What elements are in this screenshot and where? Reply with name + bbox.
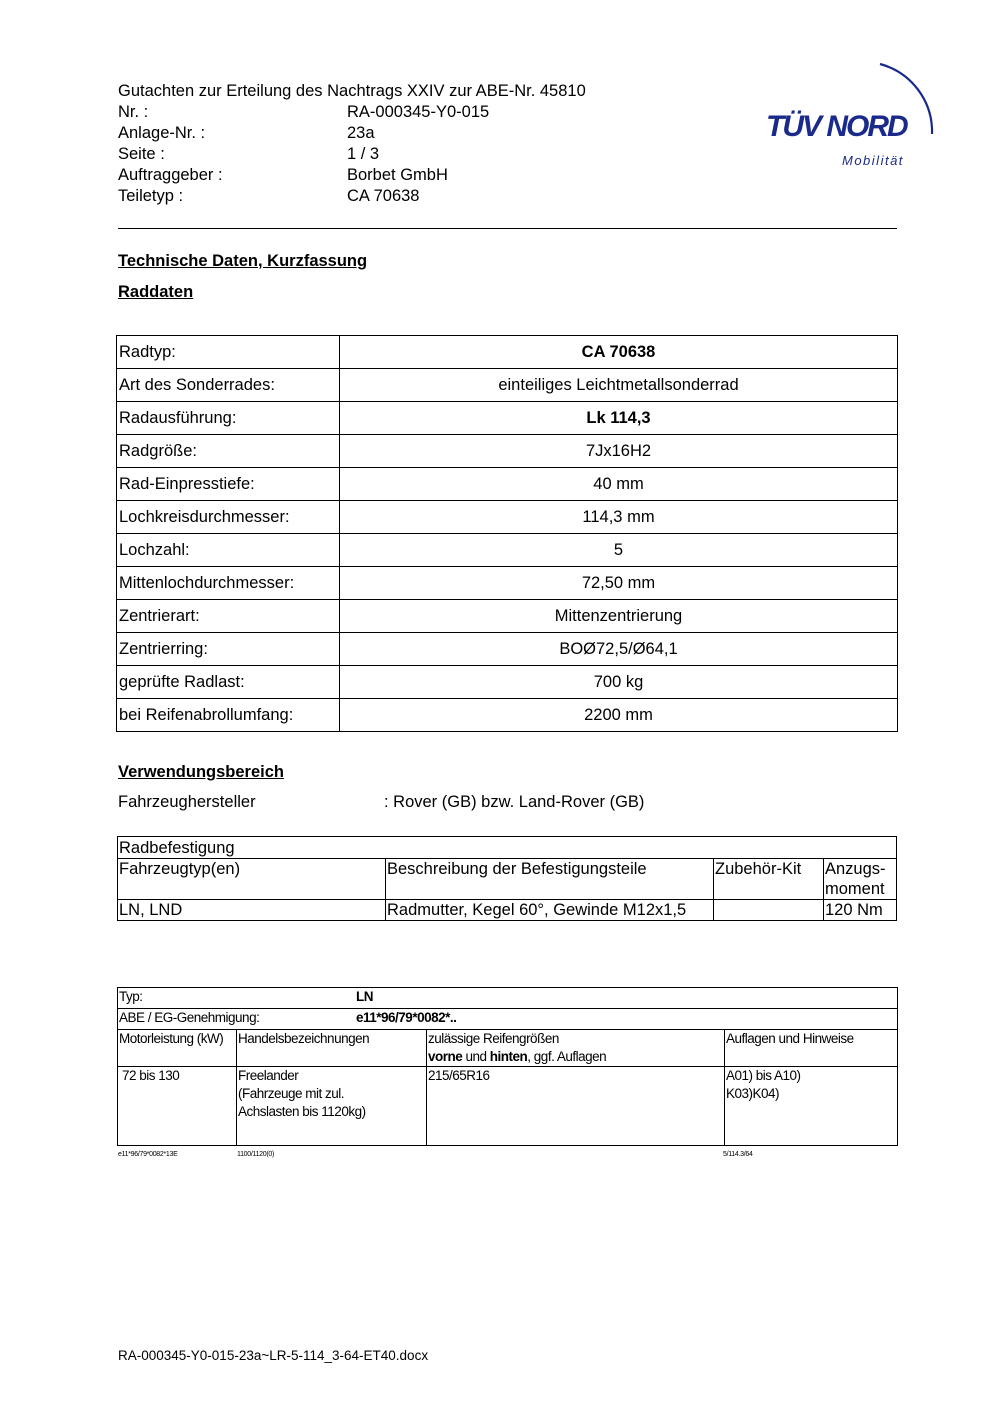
header-label: Anlage-Nr. : xyxy=(118,124,206,142)
row-value: 40 mm xyxy=(340,468,898,501)
handel-line: Achslasten bis 1120kg) xyxy=(238,1104,366,1119)
row-value: 114,3 mm xyxy=(340,501,898,534)
table-row xyxy=(117,501,898,534)
hersteller-value: : Rover (GB) bzw. Land-Rover (GB) xyxy=(384,793,645,811)
handel-line: (Fahrzeuge mit zul. xyxy=(238,1086,345,1101)
und-label: und xyxy=(462,1049,490,1064)
row-label: Radgröße: xyxy=(117,435,340,468)
code-axle: 1100/1120(0) xyxy=(237,1151,275,1158)
table-row xyxy=(117,534,898,567)
reifen-header-line2 xyxy=(428,1048,723,1066)
auflagen-line: A01) bis A10) xyxy=(726,1068,801,1083)
table-cell: LN, LND xyxy=(118,900,386,921)
column-header: Motorleistung (kW) xyxy=(118,1030,237,1067)
auflagen-cell xyxy=(725,1067,898,1146)
row-label: geprüfte Radlast: xyxy=(117,666,340,699)
table-header-row xyxy=(118,1030,898,1067)
section-title: Technische Daten, Kurzfassung xyxy=(118,252,368,270)
row-label: Zentrierart: xyxy=(117,600,340,633)
column-header: Handelsbezeichnungen xyxy=(237,1030,427,1067)
auflagen-line: K03)K04) xyxy=(726,1086,780,1101)
table-row xyxy=(117,402,898,435)
header-label: Auftraggeber : xyxy=(118,166,223,184)
handel-line: Freelander xyxy=(238,1068,299,1083)
header-divider xyxy=(118,228,897,229)
table-row xyxy=(118,988,898,1009)
table-cell: Radmutter, Kegel 60°, Gewinde M12x1,5 xyxy=(386,900,714,921)
table-row xyxy=(118,837,897,859)
row-value: 7Jx16H2 xyxy=(340,435,898,468)
reifen-cell: 215/65R16 xyxy=(427,1067,725,1146)
table-cell: 120 Nm xyxy=(824,900,897,921)
typ-label: Typ: xyxy=(119,989,143,1004)
column-header xyxy=(427,1030,725,1067)
tuev-nord-logo xyxy=(760,58,945,173)
leistung-cell: 72 bis 130 xyxy=(118,1067,237,1146)
header-label: Seite : xyxy=(118,145,165,163)
table-row xyxy=(117,435,898,468)
column-header: Fahrzeugtyp(en) xyxy=(118,859,386,900)
abe-label: ABE / EG-Genehmigung: xyxy=(119,1010,260,1025)
raddaten-heading: Raddaten xyxy=(118,283,194,301)
row-value: einteiliges Leichtmetallsonderrad xyxy=(340,369,898,402)
header-value: RA-000345-Y0-015 xyxy=(347,103,490,121)
header-label: Nr. : xyxy=(118,103,149,121)
header-value: Borbet GmbH xyxy=(347,166,448,184)
table-row xyxy=(118,1009,898,1030)
header-row-anlage xyxy=(118,123,678,144)
auflagen-suffix: , ggf. Auflagen xyxy=(527,1049,607,1064)
typ-row xyxy=(118,988,898,1009)
raddaten-table xyxy=(116,335,898,732)
table-row xyxy=(117,468,898,501)
radbefestigung-title: Radbefestigung xyxy=(118,837,897,859)
table-row xyxy=(117,567,898,600)
header-label: Teiletyp : xyxy=(118,187,184,205)
header-row-nr xyxy=(118,102,678,123)
logo-brand: TÜV NORD xyxy=(766,110,907,143)
vorne-label: vorne xyxy=(428,1049,463,1064)
row-value: BOØ72,5/Ø64,1 xyxy=(340,633,898,666)
column-header: Auflagen und Hinweise xyxy=(725,1030,898,1067)
row-value: 700 kg xyxy=(340,666,898,699)
row-label: Lochkreisdurchmesser: xyxy=(117,501,340,534)
row-value: CA 70638 xyxy=(340,336,898,369)
row-value: 72,50 mm xyxy=(340,567,898,600)
radbefestigung-table xyxy=(117,836,897,921)
row-label: bei Reifenabrollumfang: xyxy=(117,699,340,732)
header-value: 23a xyxy=(347,124,375,142)
column-header: Beschreibung der Befestigungsteile xyxy=(386,859,714,900)
header-row-auftraggeber xyxy=(118,165,678,186)
reifen-header-line1: zulässige Reifengrößen xyxy=(428,1031,559,1046)
table-row xyxy=(117,633,898,666)
column-header: Anzugs- moment xyxy=(824,859,897,900)
document-header xyxy=(118,81,678,207)
abe-value: e11*96/79*0082*.. xyxy=(356,1010,457,1025)
row-label: Radausführung: xyxy=(117,402,340,435)
typ-value: LN xyxy=(356,989,373,1004)
row-value: Mittenzentrierung xyxy=(340,600,898,633)
typ-table xyxy=(117,987,898,1146)
hinten-label: hinten xyxy=(489,1049,528,1064)
header-row-teiletyp xyxy=(118,186,678,207)
hersteller-label: Fahrzeughersteller xyxy=(118,793,256,811)
header-value: CA 70638 xyxy=(347,187,420,205)
document-title: Gutachten zur Erteilung des Nachtrags XXIV zur ABE-Nr. 45810 xyxy=(118,82,586,100)
verwendung-heading: Verwendungsbereich xyxy=(118,763,284,781)
table-row xyxy=(117,369,898,402)
footer-filename: RA-000345-Y0-015-23a~LR-5-114_3-64-ET40.docx xyxy=(118,1348,429,1363)
table-row xyxy=(117,699,898,732)
row-label: Radtyp: xyxy=(117,336,340,369)
row-label: Zentrierring: xyxy=(117,633,340,666)
row-value: 5 xyxy=(340,534,898,567)
table-cell xyxy=(714,900,824,921)
column-header: Zubehör-Kit xyxy=(714,859,824,900)
code-bolt: 5/114.3/64 xyxy=(723,1151,753,1158)
header-row-seite xyxy=(118,144,678,165)
row-label: Art des Sonderrades: xyxy=(117,369,340,402)
table-row xyxy=(117,666,898,699)
header-value: 1 / 3 xyxy=(347,145,380,163)
table-row xyxy=(118,1067,898,1146)
row-label: Lochzahl: xyxy=(117,534,340,567)
row-label: Rad-Einpresstiefe: xyxy=(117,468,340,501)
table-header-row xyxy=(118,859,897,900)
abe-row xyxy=(118,1009,898,1030)
row-label: Mittenlochdurchmesser: xyxy=(117,567,340,600)
row-value: 2200 mm xyxy=(340,699,898,732)
row-value: Lk 114,3 xyxy=(340,402,898,435)
handel-cell xyxy=(237,1067,427,1146)
code-approval: e11*96/79*0082*13E xyxy=(118,1151,178,1158)
logo-subtitle: Mobilität xyxy=(842,153,904,168)
table-row xyxy=(117,600,898,633)
table-row xyxy=(117,336,898,369)
table-row xyxy=(118,900,897,921)
